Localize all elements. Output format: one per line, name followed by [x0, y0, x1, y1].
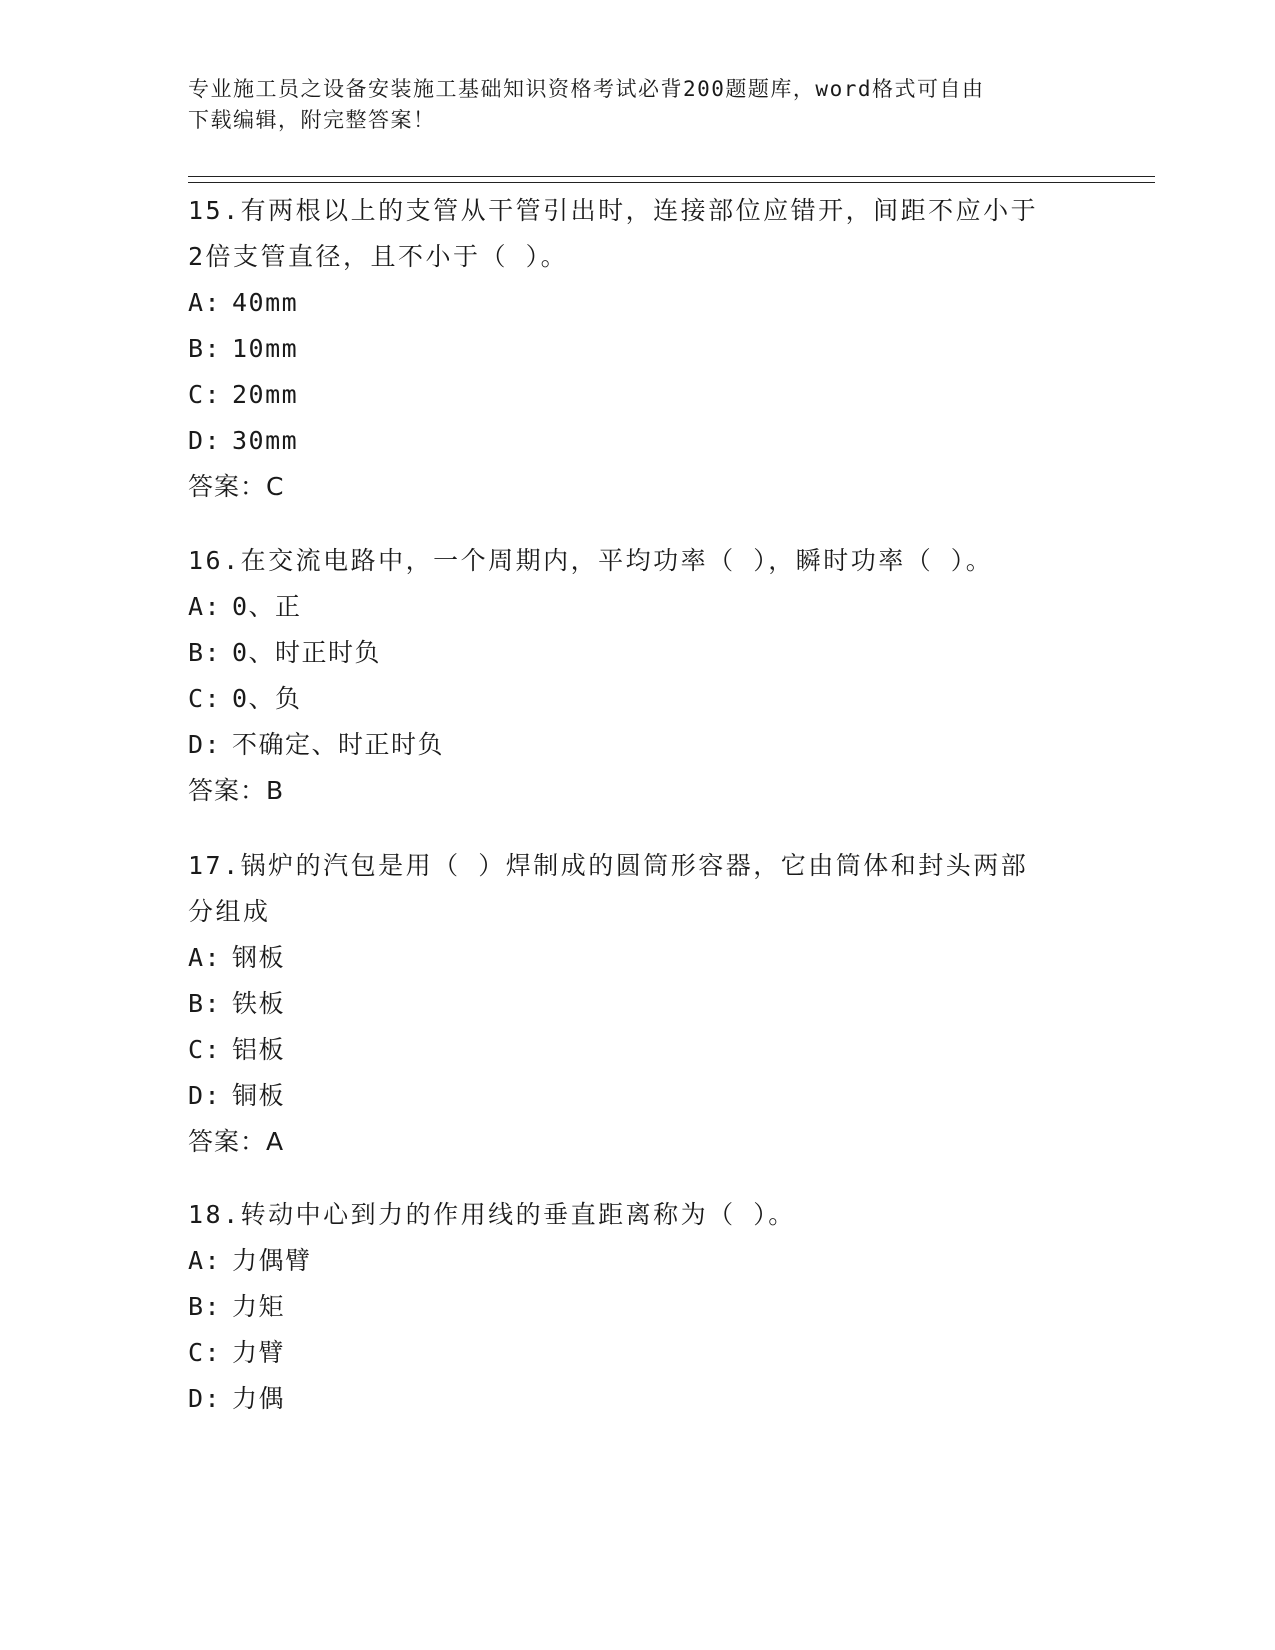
option-letter: A: — [188, 592, 222, 621]
answer-line: 答案：A — [188, 1127, 285, 1156]
option-text: 30mm — [232, 426, 299, 455]
option-d — [188, 1073, 1108, 1119]
option-d — [188, 722, 1108, 768]
option-b — [188, 981, 1108, 1027]
option-b — [188, 630, 1108, 676]
option-text: 0、时正时负 — [232, 638, 382, 667]
option-d — [188, 1376, 1108, 1422]
option-text: 不确定、时正时负 — [232, 730, 445, 759]
option-text: 0、正 — [232, 592, 302, 621]
header-divider-bottom — [188, 182, 1155, 183]
option-text: 力臂 — [232, 1338, 286, 1367]
option-c — [188, 1330, 1108, 1376]
option-c — [188, 1027, 1108, 1073]
option-c — [188, 676, 1108, 722]
option-letter: C: — [188, 380, 222, 409]
option-letter: C: — [188, 1035, 222, 1064]
option-letter: A: — [188, 1246, 222, 1275]
answer-line: 答案：B — [188, 776, 285, 805]
option-letter: B: — [188, 638, 222, 667]
question-stem: 18.转动中心到力的作用线的垂直距离称为（ ）。 — [188, 1200, 796, 1229]
question-17 — [188, 843, 1108, 1165]
option-text: 20mm — [232, 380, 299, 409]
option-letter: B: — [188, 989, 222, 1018]
document-header — [188, 74, 1088, 136]
option-a — [188, 935, 1108, 981]
option-b — [188, 1284, 1108, 1330]
option-letter: D: — [188, 730, 222, 759]
option-a — [188, 280, 1108, 326]
option-letter: B: — [188, 1292, 222, 1321]
option-text: 铜板 — [232, 1081, 286, 1110]
question-18 — [188, 1192, 1108, 1422]
answer-line: 答案：C — [188, 472, 285, 501]
option-letter: A: — [188, 288, 222, 317]
header-line-2: 下载编辑，附完整答案！ — [188, 108, 436, 132]
question-15 — [188, 188, 1108, 510]
option-a — [188, 1238, 1108, 1284]
question-stem: 17.锅炉的汽包是用（ ）焊制成的圆筒形容器，它由筒体和封头两部 — [188, 851, 1029, 880]
option-text: 0、负 — [232, 684, 302, 713]
question-stem-continued: 分组成 — [188, 897, 271, 926]
header-divider-top — [188, 176, 1155, 177]
question-stem: 16.在交流电路中，一个周期内，平均功率（ ），瞬时功率（ ）。 — [188, 546, 994, 575]
question-16 — [188, 538, 1108, 814]
header-line-1: 专业施工员之设备安装施工基础知识资格考试必背200题题库，word格式可自由 — [188, 77, 985, 101]
option-text: 铁板 — [232, 989, 286, 1018]
option-a — [188, 584, 1108, 630]
option-text: 钢板 — [232, 943, 286, 972]
option-letter: D: — [188, 1081, 222, 1110]
option-letter: C: — [188, 684, 222, 713]
option-d — [188, 418, 1108, 464]
option-letter: A: — [188, 943, 222, 972]
option-letter: B: — [188, 334, 222, 363]
option-letter: D: — [188, 1384, 222, 1413]
option-text: 力偶 — [232, 1384, 286, 1413]
option-text: 力偶臂 — [232, 1246, 312, 1275]
option-text: 40mm — [232, 288, 299, 317]
option-letter: D: — [188, 426, 222, 455]
option-c — [188, 372, 1108, 418]
option-text: 铝板 — [232, 1035, 286, 1064]
option-text: 10mm — [232, 334, 299, 363]
question-stem-continued: 2倍支管直径，且不小于（ ）。 — [188, 242, 569, 271]
option-text: 力矩 — [232, 1292, 286, 1321]
option-b — [188, 326, 1108, 372]
question-stem: 15.有两根以上的支管从干管引出时，连接部位应错开，间距不应小于 — [188, 196, 1039, 225]
option-letter: C: — [188, 1338, 222, 1367]
